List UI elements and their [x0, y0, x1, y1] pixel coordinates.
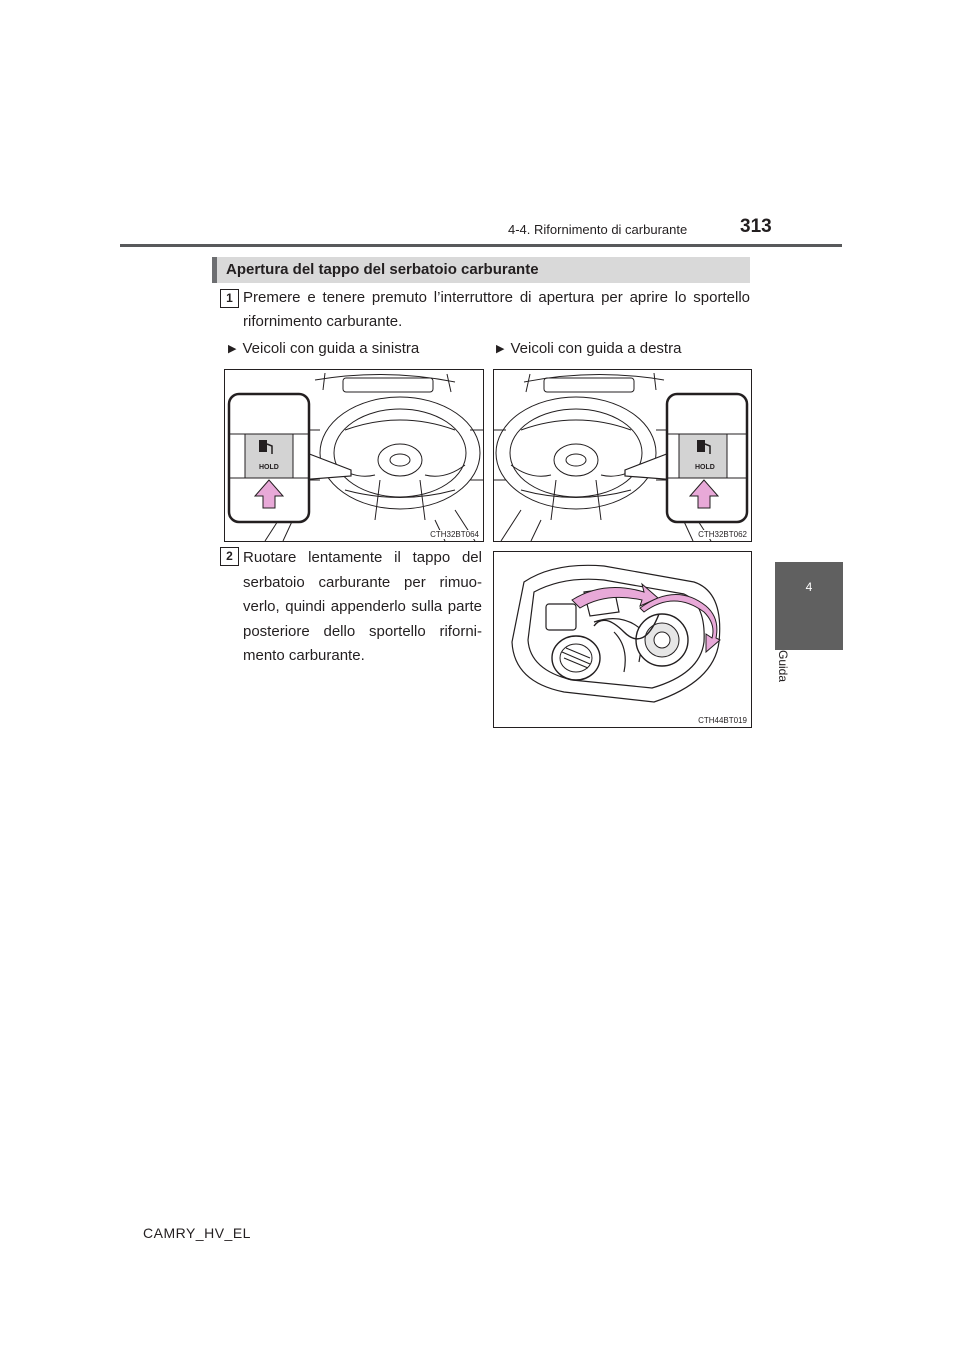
chapter-label-wrap — [776, 650, 808, 710]
figure-code-lhd: CTH32BT064 — [430, 530, 479, 539]
figure-code-rhd: CTH32BT062 — [698, 530, 747, 539]
chapter-number: 4 — [805, 580, 813, 594]
triangle-bullet-icon: ▶ — [496, 343, 505, 355]
chapter-label: Guida — [776, 650, 790, 683]
figure-fuel-cap — [493, 551, 752, 728]
step-1-text: Premere e tenere premuto l’interruttore di apertura per aprire lo sportello rifornimento carburante. — [243, 289, 750, 330]
page-number: 313 — [740, 216, 772, 237]
step-number-1: 1 — [220, 289, 239, 308]
hold-switch-label: HOLD — [259, 464, 279, 471]
dashboard-lhd-illustration — [225, 370, 483, 541]
fuel-cap-illustration — [494, 552, 751, 727]
caption-rhd — [496, 340, 681, 357]
figure-code-cap: CTH44BT019 — [698, 716, 747, 725]
figure-rhd-dashboard — [493, 369, 752, 542]
step-2-text: Ruotare lentamente il tappo del serbatoio carburante per rimuo-verlo, quindi appenderlo sulla parte posteriore dello sportello riforni-mento carburante. — [243, 549, 482, 664]
caption-lhd-text: Veicoli con guida a sinistra — [242, 340, 420, 357]
figure-lhd-dashboard — [224, 369, 484, 542]
caption-lhd — [228, 340, 419, 357]
caption-rhd-text: Veicoli con guida a destra — [510, 340, 682, 357]
dashboard-rhd-illustration — [494, 370, 751, 541]
hold-switch-label: HOLD — [695, 464, 715, 471]
header-section-title: 4-4. Rifornimento di carburante — [508, 222, 688, 237]
chapter-tab[interactable] — [775, 562, 843, 650]
triangle-bullet-icon: ▶ — [228, 343, 237, 355]
section-heading-bar — [212, 257, 750, 283]
section-marker — [212, 257, 217, 283]
section-title: Apertura del tappo del serbatoio carburante — [226, 261, 539, 278]
model-code: CAMRY_HV_EL — [143, 1225, 251, 1241]
header-divider — [120, 244, 842, 247]
step-number-2: 2 — [220, 547, 239, 566]
